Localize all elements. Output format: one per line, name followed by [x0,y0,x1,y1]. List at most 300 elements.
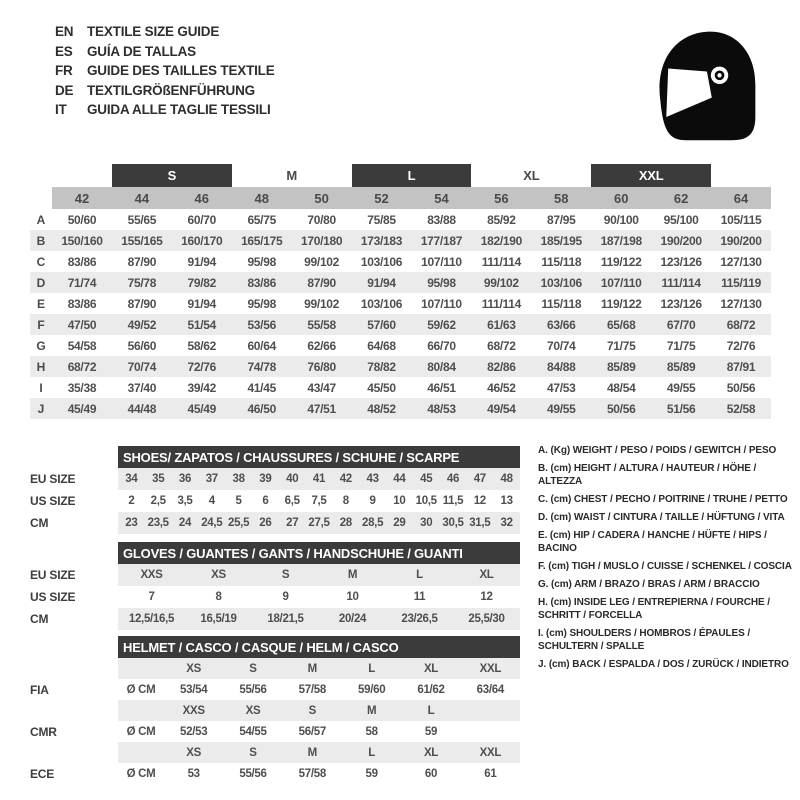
size-value-cell: 39/42 [187,380,217,395]
group-spacer [30,164,112,187]
size-value-cell: 47/53 [547,380,576,395]
size-value-cell: 76/80 [292,356,352,377]
size-value-cell: 67/70 [651,314,711,335]
size-value-cell: 60/64 [247,338,276,353]
row-label: EU SIZE [30,472,76,486]
size-value-cell: 28 [332,512,359,534]
size-value-cell: 55/56 [239,767,267,780]
size-value-cell: 12 [473,495,486,507]
table-label-spacer [30,742,118,763]
size-value-cell: 99/102 [471,272,531,293]
helmet-size-header: M [283,742,342,763]
size-value-cell: 46 [440,468,467,490]
size-value-cell: 103/106 [360,296,403,311]
size-value-cell: 45/49 [172,398,232,419]
size-value-cell: 8 [342,495,349,507]
size-value-cell: 35 [145,468,172,490]
size-value-cell: 48/54 [606,380,636,395]
size-value-cell: 49/55 [666,380,696,395]
size-value-cell: 95/98 [247,254,276,269]
size-value-cell: 84/88 [531,356,591,377]
size-value-cell: XXS [118,564,185,586]
size-value-cell: 83/86 [232,272,292,293]
language-code: DE [55,82,74,98]
legend-item [538,462,796,488]
size-value-cell: 155/165 [112,230,172,251]
size-value-cell: 66/70 [427,338,456,353]
size-value-cell: 55/65 [127,212,157,227]
language-title: GUÍA DE TALLAS [87,43,196,59]
legend-key: E. (cm) [538,530,571,541]
size-value-cell: 48/53 [412,398,472,419]
size-group-label: XXL [591,164,711,187]
size-value-cell: 79/82 [172,272,232,293]
size-value-cell: 185/195 [531,230,591,251]
language-title: TEXTILE SIZE GUIDE [87,24,220,39]
helmet-size-header: M [342,700,401,721]
legend-text: WEIGHT / PESO / POIDS / GEWITCH / PESO [572,445,777,456]
size-group-label: S [112,164,232,187]
size-value-cell: 7 [148,591,155,603]
size-value-cell: 115/119 [711,272,771,293]
helmet-size-header: M [283,658,342,679]
textile-size-table [30,164,771,419]
size-value-cell: 71/75 [606,338,636,353]
size-value-cell: 87/91 [711,356,771,377]
size-value-cell: 127/130 [720,254,762,269]
legend-key: H. (cm) [538,597,572,608]
size-value-cell: 64/68 [367,338,396,353]
size-value-cell: 53 [187,767,200,780]
size-value-cell: 115/118 [541,296,582,311]
size-value-cell: 90/100 [603,212,639,227]
size-value-cell: 74/78 [232,356,292,377]
language-row [55,81,275,101]
size-value-cell: 2,5 [150,495,166,507]
size-value-cell: 41/45 [247,380,276,395]
size-value-cell: 11,5 [442,495,464,507]
size-value-cell: 59/62 [412,314,472,335]
size-value-cell: 47/50 [52,314,112,335]
standard-label: ECE [30,766,55,781]
size-value-cell: 23/26,5 [386,608,453,630]
size-value-cell: 6 [262,495,269,507]
size-value-cell: 47/51 [292,398,352,419]
size-value-cell: 23 [118,512,145,534]
size-value-cell: 32 [493,512,520,534]
helmet-size-header: XL [401,658,460,679]
size-value-cell: 56/60 [127,338,157,353]
size-value-cell: 58/62 [187,338,217,353]
language-code: IT [55,102,67,117]
row-label: EU SIZE [30,568,76,582]
size-bar-corner [30,187,52,209]
helmet-size-header: XXL [461,742,520,763]
size-value-cell: 26 [252,512,279,534]
size-value-cell: 115/118 [541,254,582,269]
unit-spacer [118,658,164,679]
language-row [55,22,275,42]
size-value-cell: 8 [215,591,222,603]
size-value-cell: 61 [484,767,497,780]
size-value-cell: 11 [413,591,426,603]
row-label: US SIZE [30,494,76,508]
size-value-cell: 30,5 [440,512,467,534]
size-value-cell: 78/82 [352,356,412,377]
size-value-cell: 6,5 [284,495,300,507]
legend-item [538,578,796,591]
helmet-size-header: S [223,742,282,763]
size-value-cell: 68/72 [52,356,112,377]
helmet-size-header [461,700,520,721]
size-value-cell: 50/56 [591,398,651,419]
size-value-cell: 46/51 [427,380,456,395]
size-value-cell: 48 [493,468,520,490]
size-value-cell: 36 [172,468,199,490]
legend-text: WAIST / CINTURA / TAILLE / HÜFTUNG / VITA [573,512,785,523]
size-value-cell: 87/90 [292,272,352,293]
size-value-cell: 165/175 [232,230,292,251]
size-value-cell: 49/55 [531,398,591,419]
measure-row-letter: E [36,296,45,311]
size-value-cell: 51/54 [172,314,232,335]
size-value-cell: 35/38 [67,380,97,395]
size-value-cell: 44/48 [112,398,172,419]
size-value-cell: 57/58 [298,767,326,780]
size-value-cell: 83/88 [427,212,456,227]
size-value-cell: 65/75 [247,212,276,227]
size-value-cell: 3,5 [177,495,193,507]
row-label: CM [30,516,49,530]
helmet-size-header: L [342,658,401,679]
size-value-cell: 55/58 [292,314,352,335]
size-value-cell: 63/64 [476,683,504,696]
size-value-cell: 20/24 [319,608,386,630]
euro-size-column-header: 56 [471,187,531,209]
size-value-cell: 7,5 [311,495,327,507]
size-value-cell: 59 [424,725,438,738]
size-value-cell: 107/110 [591,272,651,293]
size-value-cell: 57/60 [352,314,412,335]
size-value-cell: L [386,564,453,586]
size-value-cell: 111/114 [481,296,522,311]
size-value-cell: 53/56 [232,314,292,335]
unit-spacer [118,742,164,763]
helmet-size-header: XXS [164,700,223,721]
legend-text: HEIGHT / ALTURA / HAUTEUR / HÖHE / ALTEZZA [538,463,757,487]
size-value-cell: 61/62 [417,683,445,696]
size-value-cell: 50/56 [726,380,756,395]
size-value-cell: 51/56 [651,398,711,419]
size-value-cell: 2 [128,495,135,507]
measure-row-letter: A [36,212,46,227]
size-value-cell: 160/170 [172,230,232,251]
size-value-cell: 91/94 [352,272,412,293]
size-value-cell: 38 [225,468,252,490]
euro-size-column-header: 48 [232,187,292,209]
size-value-cell: 190/200 [711,230,771,251]
size-value-cell: 91/94 [187,296,217,311]
size-value-cell: 103/106 [360,254,403,269]
helmet-size-header: XS [164,658,223,679]
language-row [55,61,275,81]
legend-key: B. (cm) [538,463,572,474]
size-value-cell: 34 [118,468,145,490]
size-value-cell: 12 [480,591,493,603]
size-value-cell: 46/52 [487,380,516,395]
table-label-spacer [30,446,118,468]
size-value-cell: 50/60 [67,212,97,227]
diameter-unit: Ø CM [126,683,156,696]
measurement-legend [538,444,796,676]
size-value-cell: 45/49 [52,398,112,419]
size-value-cell: 30 [413,512,440,534]
helmet-size-header: L [342,742,401,763]
size-value-cell: 56/57 [298,725,326,738]
legend-key: J. (cm) [538,659,570,670]
language-title: TEXTILGRÖßENFÜHRUNG [87,82,255,98]
measure-row-letter: I [39,380,43,395]
size-value-cell: 182/190 [471,230,531,251]
size-value-cell: 72/76 [172,356,232,377]
size-value-cell: 71/75 [666,338,696,353]
size-value-cell: 18/21,5 [252,608,319,630]
size-value-cell: 54/58 [67,338,97,353]
size-value-cell: 72/76 [726,338,756,353]
size-value-cell: 12,5/16,5 [118,608,185,630]
euro-size-column-header: 62 [651,187,711,209]
size-group-label: M [286,168,297,183]
size-value-cell: 10 [346,591,359,603]
size-value-cell: 70/74 [112,356,172,377]
gloves-size-table [30,542,520,630]
size-value-cell: 59 [365,767,378,780]
size-value-cell: 62/66 [307,338,336,353]
size-value-cell: 83/86 [67,296,97,311]
size-value-cell: 5 [235,495,242,507]
size-value-cell: 87/90 [127,254,157,269]
size-value-cell: 63/66 [531,314,591,335]
size-value-cell: 99/102 [304,296,340,311]
size-value-cell: 28,5 [359,512,386,534]
size-value-cell: 83/86 [67,254,97,269]
size-value-cell: 43/47 [307,380,336,395]
euro-size-column-header: 46 [172,187,232,209]
size-value-cell: 187/198 [591,230,651,251]
row-label: CM [30,612,49,626]
size-value-cell: 99/102 [304,254,340,269]
diameter-unit: Ø CM [126,725,156,738]
legend-key: F. (cm) [538,561,569,572]
legend-item [538,444,796,457]
legend-text: HIP / CADERA / HANCHE / HÜFTE / HIPS / BACINO [538,530,767,554]
size-value-cell: 177/187 [412,230,472,251]
size-value-cell: 87/90 [127,296,157,311]
euro-size-column-header: 50 [292,187,352,209]
size-value-cell: 45 [413,468,440,490]
unit-spacer [118,700,164,721]
size-value-cell: 57/58 [298,683,326,696]
size-value-cell: 39 [252,468,279,490]
euro-size-column-header: 42 [52,187,112,209]
measure-row-letter: B [30,230,52,251]
size-value-cell: XS [185,564,252,586]
legend-text: SHOULDERS / HOMBROS / ÉPAULES / SCHULTERN / SPALLE [538,628,751,652]
legend-text: TIGH / MUSLO / CUISSE / SCHENKEL / COSCIA [571,561,792,572]
table-label-spacer [30,636,118,658]
helmet-size-header: L [401,700,460,721]
size-value-cell: 123/126 [660,296,702,311]
size-value-cell: 91/94 [187,254,217,269]
legend-item [538,511,796,524]
size-value-cell: 70/80 [307,212,336,227]
language-row [55,100,275,120]
size-value-cell: 24,5 [198,512,225,534]
euro-size-column-header: 64 [711,187,771,209]
size-value-cell: 173/183 [352,230,412,251]
size-group-label: XL [523,168,540,183]
euro-size-column-header: 54 [412,187,472,209]
size-value-cell: 49/52 [112,314,172,335]
language-code: ES [55,43,73,59]
helmet-size-header: XL [401,742,460,763]
legend-text: INSIDE LEG / ENTREPIERNA / FOURCHE / SCHRITT / FORCELLA [538,597,770,621]
legend-key: A. (Kg) [538,445,571,456]
size-value-cell: 10 [393,495,406,507]
size-value-cell: 60 [424,767,438,780]
size-value-cell: 16,5/19 [185,608,252,630]
size-group-label: L [352,164,472,187]
size-value-cell: 65/68 [591,314,651,335]
size-value-cell: 23,5 [145,512,172,534]
size-value-cell: 48/52 [352,398,412,419]
size-value-cell: 107/110 [421,254,462,269]
size-value-cell: 190/200 [651,230,711,251]
size-value-cell [461,721,520,742]
size-value-cell: 85/89 [651,356,711,377]
language-title: GUIDA ALLE TAGLIE TESSILI [87,102,271,117]
size-value-cell: 10,5 [415,495,437,507]
size-value-cell: 37/40 [127,380,157,395]
measure-row-letter: F [30,314,52,335]
table-label-spacer [30,658,118,679]
size-value-cell: 170/180 [292,230,352,251]
size-value-cell: 127/130 [720,296,762,311]
size-value-cell: 52/58 [711,398,771,419]
size-value-cell: 75/85 [367,212,396,227]
size-value-cell: 75/78 [112,272,172,293]
size-value-cell: 43 [359,468,386,490]
measure-row-letter: G [36,338,46,353]
size-value-cell: XL [453,564,520,586]
size-value-cell: 107/110 [421,296,462,311]
helmet-icon [646,24,764,151]
size-value-cell: 68/72 [711,314,771,335]
size-value-cell: M [319,564,386,586]
size-value-cell: 55/56 [239,683,267,696]
size-value-cell: 60/70 [187,212,217,227]
measure-row-letter: J [30,398,52,419]
legend-item [538,493,796,506]
size-value-cell: 150/160 [52,230,112,251]
size-value-cell: 31,5 [466,512,493,534]
size-value-cell: 27 [279,512,306,534]
legend-key: C. (cm) [538,494,572,505]
language-list [55,22,275,120]
size-value-cell: 53/54 [180,683,208,696]
standard-label: CMR [30,724,57,739]
helmet-size-header: XS [164,742,223,763]
size-value-cell: 4 [208,495,215,507]
legend-item [538,529,796,555]
size-value-cell: 42 [332,468,359,490]
size-value-cell: 85/89 [591,356,651,377]
legend-text: CHEST / PECHO / POITRINE / TRUHE / PETTO [573,494,788,505]
euro-size-column-header: 44 [112,187,172,209]
size-value-cell: 68/72 [487,338,516,353]
shoes-size-table [30,446,520,534]
size-value-cell: 58 [365,725,378,738]
size-value-cell: 111/114 [651,272,711,293]
helmet-size-header: XS [223,700,282,721]
size-value-cell: 80/84 [412,356,472,377]
size-value-cell: 61/63 [471,314,531,335]
size-value-cell: 52/53 [180,725,208,738]
size-value-cell: 13 [500,495,513,507]
legend-item [538,627,796,653]
size-value-cell: 123/126 [660,254,702,269]
size-value-cell: 41 [306,468,333,490]
size-value-cell: 85/92 [487,212,516,227]
size-value-cell: 103/106 [531,272,591,293]
table-label-spacer [30,700,118,721]
legend-key: I. (cm) [538,628,567,639]
size-value-cell: 29 [386,512,413,534]
size-value-cell: 40 [279,468,306,490]
size-value-cell: 95/100 [663,212,699,227]
size-value-cell: 25,5 [225,512,252,534]
legend-text: ARM / BRAZO / BRAS / ARM / BRACCIO [574,579,760,590]
size-value-cell: 95/98 [247,296,276,311]
group-spacer [711,164,771,187]
helmet-size-header: XXL [461,658,520,679]
size-value-cell: 87/95 [547,212,576,227]
size-value-cell: 82/86 [471,356,531,377]
table-title: GLOVES / GUANTES / GANTS / HANDSCHUHE / GUANTI [118,542,520,564]
language-title: GUIDE DES TAILLES TEXTILE [87,63,275,78]
size-value-cell: 111/114 [481,254,522,269]
size-value-cell: 45/50 [367,380,396,395]
size-value-cell: 70/74 [547,338,576,353]
helmet-size-header: S [223,658,282,679]
legend-key: G. (cm) [538,579,572,590]
language-row [55,42,275,62]
row-label: US SIZE [30,590,76,604]
legend-item [538,560,796,573]
language-code: FR [55,63,73,78]
size-value-cell: 27,5 [306,512,333,534]
size-value-cell: 119/122 [600,296,642,311]
legend-item [538,658,796,671]
size-value-cell: 25,5/30 [453,608,520,630]
legend-text: BACK / ESPALDA / DOS / ZURÜCK / INDIETRO [572,659,789,670]
legend-key: D. (cm) [538,512,572,523]
size-value-cell: 54/55 [239,725,267,738]
diameter-unit: Ø CM [126,767,156,780]
standard-label: FIA [30,682,49,697]
table-label-spacer [30,542,118,564]
euro-size-column-header: 58 [531,187,591,209]
